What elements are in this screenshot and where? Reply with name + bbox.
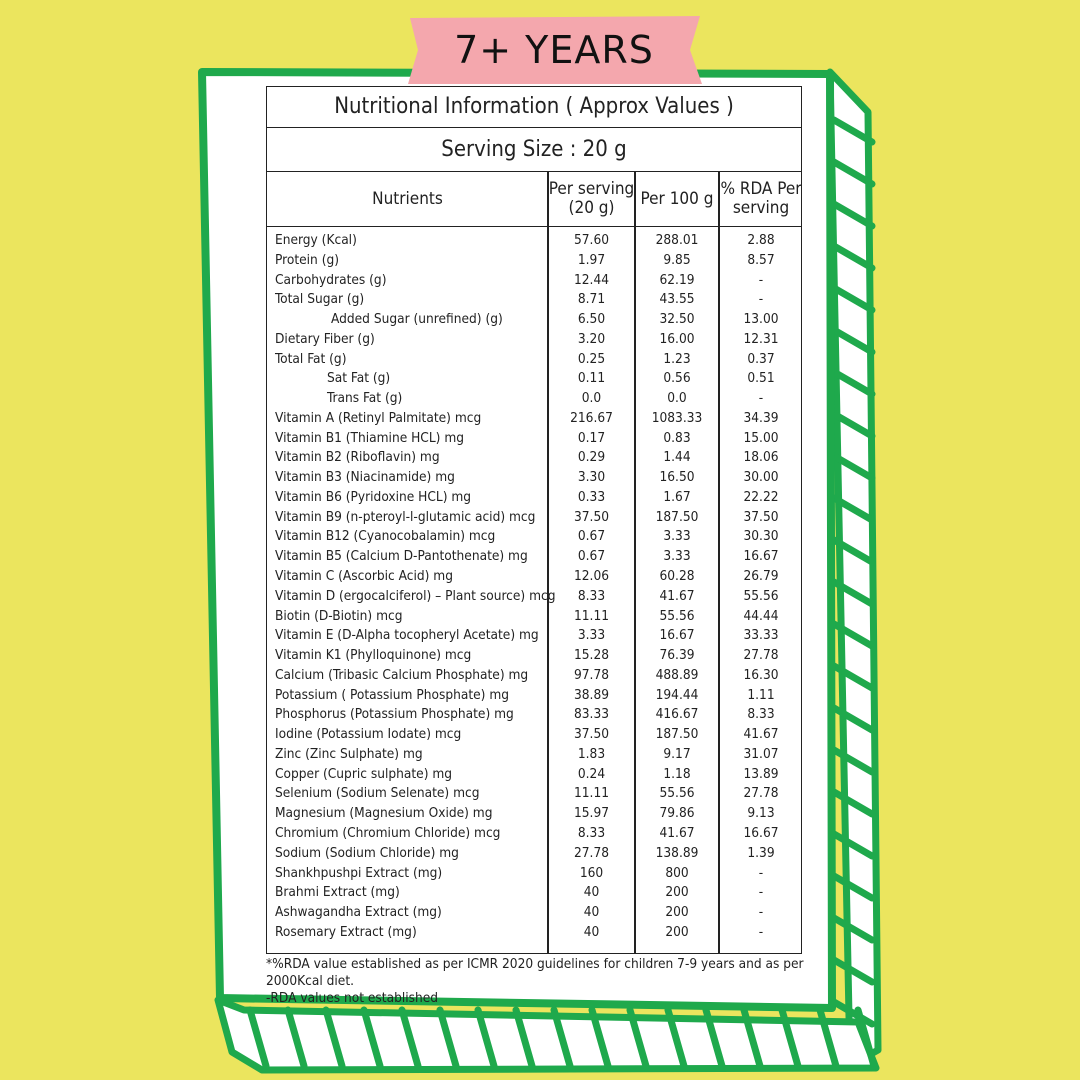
rda-value: 2.88 [747, 232, 775, 248]
per-serving-value: 27.78 [574, 844, 609, 861]
per-100g-value: 0.56 [663, 370, 691, 387]
rda-value: 1.39 [747, 844, 775, 861]
rda-value: 15.00 [743, 429, 779, 446]
per-serving-value: 0.67 [577, 528, 606, 545]
age-badge [404, 14, 704, 86]
table-row [267, 607, 801, 627]
table-title: Nutritional Information ( Approx Values ) [267, 87, 801, 128]
per-100g-value: 41.67 [659, 587, 695, 604]
per-100g-value: 200 [665, 884, 689, 901]
per-serving-value: 0.11 [577, 370, 606, 387]
nutrient-name: Shankhpushpi Extract (mg) [275, 864, 443, 881]
table-row [267, 725, 801, 745]
nutrient-name: Protein (g) [275, 251, 340, 268]
nutrient-name: Iodine (Potassium Iodate) mcg [275, 726, 462, 743]
per-100g-value: 1.23 [663, 350, 691, 367]
rda-value: 9.13 [747, 805, 775, 822]
per-serving-value: 40 [583, 904, 600, 921]
table-row [267, 784, 801, 804]
per-100g-value: 1083.33 [651, 409, 703, 426]
rda-value: - [758, 904, 764, 921]
rda-value: 27.78 [743, 647, 779, 664]
per-100g-value: 3.33 [663, 548, 691, 565]
per-100g-value: 416.67 [655, 706, 699, 723]
table-body [267, 231, 801, 943]
nutrition-table [266, 86, 802, 954]
per-100g-value: 187.50 [655, 726, 699, 743]
per-100g-value: 16.67 [659, 627, 695, 644]
nutrient-name: Phosphorus (Potassium Phosphate) mg [275, 706, 514, 723]
nutrient-name: Vitamin B5 (Calcium D-Pantothenate) mg [275, 548, 528, 565]
per-serving-value: 83.33 [574, 706, 609, 723]
table-row [267, 350, 801, 370]
table-row [267, 488, 801, 508]
per-serving-value: 1.97 [577, 251, 606, 268]
per-100g-value: 16.50 [659, 469, 695, 486]
nutrient-name: Selenium (Sodium Selenate) mcg [275, 785, 480, 802]
per-serving-value: 6.50 [577, 311, 606, 328]
rda-value: 55.56 [743, 587, 779, 604]
footnote-rda-not-established: -RDA values not established [266, 990, 439, 1006]
rda-value: 34.39 [743, 409, 779, 426]
per-100g-value: 1.67 [663, 488, 691, 505]
per-serving-value: 0.0 [581, 390, 602, 407]
per-serving-value: 38.89 [574, 686, 609, 703]
nutrient-name: Added Sugar (unrefined) (g) [331, 311, 503, 328]
table-row [267, 824, 801, 844]
per-100g-value: 488.89 [655, 666, 699, 683]
table-row [267, 666, 801, 686]
per-serving-value: 160 [579, 864, 604, 881]
rda-value: 27.78 [743, 785, 779, 802]
per-serving-value: 12.06 [574, 568, 609, 585]
per-100g-value: 9.17 [663, 745, 691, 762]
nutrient-name: Magnesium (Magnesium Oxide) mg [275, 805, 493, 822]
per-serving-value: 11.11 [574, 607, 609, 624]
rda-value: - [758, 291, 764, 308]
per-100g-value: 55.56 [659, 607, 695, 624]
rda-value: 0.37 [747, 350, 775, 367]
table-row [267, 389, 801, 409]
table-row [267, 765, 801, 785]
per-serving-value: 40 [583, 923, 600, 940]
nutrient-name: Vitamin B12 (Cyanocobalamin) mcg [275, 528, 496, 545]
header-per-serving: Per serving (20 g) [548, 179, 635, 218]
nutrient-name: Rosemary Extract (mg) [275, 923, 417, 940]
table-row [267, 844, 801, 864]
footnote-rda-basis: *%RDA value established as per ICMR 2020 guidelines for children 7-9 years and as per [266, 956, 804, 972]
per-serving-value: 3.33 [577, 627, 606, 644]
table-row [267, 369, 801, 389]
per-serving-value: 0.29 [577, 449, 606, 466]
per-serving-value: 0.17 [577, 429, 606, 446]
per-serving-value: 15.97 [574, 805, 609, 822]
nutrient-name: Total Fat (g) [275, 350, 347, 367]
table-row [267, 587, 801, 607]
per-100g-value: 0.83 [663, 429, 691, 446]
nutrient-name: Total Sugar (g) [275, 291, 365, 308]
per-100g-value: 41.67 [659, 824, 695, 841]
nutrient-name: Vitamin D (ergocalciferol) – Plant source) mcg [275, 587, 556, 604]
rda-value: 22.22 [743, 488, 779, 505]
nutrient-name: Trans Fat (g) [327, 390, 403, 407]
table-row [267, 883, 801, 903]
per-100g-value: 79.86 [659, 805, 695, 822]
table-row [267, 923, 801, 943]
per-100g-value: 32.50 [659, 311, 695, 328]
rda-value: 16.67 [743, 548, 779, 565]
nutrient-name: Copper (Cupric sulphate) mg [275, 765, 453, 782]
header-rda: % RDA Per serving [720, 179, 802, 218]
table-row [267, 646, 801, 666]
table-row [267, 429, 801, 449]
rda-value: - [758, 390, 764, 407]
table-row [267, 330, 801, 350]
per-serving-value: 8.71 [577, 291, 606, 308]
rda-value: 44.44 [743, 607, 779, 624]
per-100g-value: 0.0 [667, 390, 687, 407]
nutrient-name: Sat Fat (g) [327, 370, 391, 387]
per-serving-value: 8.33 [577, 824, 606, 841]
nutrient-name: Ashwagandha Extract (mg) [275, 904, 442, 921]
per-serving-value: 40 [583, 884, 600, 901]
rda-value: 31.07 [743, 745, 779, 762]
footnote [266, 956, 826, 1007]
table-row [267, 903, 801, 923]
per-serving-value: 3.30 [577, 469, 606, 486]
nutrient-name: Energy (Kcal) [275, 232, 357, 248]
rda-value: 18.06 [743, 449, 779, 466]
per-100g-value: 138.89 [655, 844, 699, 861]
per-serving-value: 0.24 [577, 765, 606, 782]
per-100g-value: 60.28 [659, 568, 695, 585]
per-100g-value: 16.00 [659, 330, 695, 347]
rda-value: 16.30 [743, 666, 779, 683]
rda-value: 0.51 [747, 370, 775, 387]
per-100g-value: 194.44 [655, 686, 699, 703]
rda-value: 1.11 [747, 686, 775, 703]
per-serving-value: 15.28 [574, 647, 609, 664]
per-100g-value: 200 [665, 904, 689, 921]
table-row [267, 310, 801, 330]
age-badge-label: 7+ YEARS [454, 28, 654, 72]
per-100g-value: 200 [665, 923, 689, 940]
rda-value: 30.00 [743, 469, 779, 486]
nutrient-name: Vitamin E (D-Alpha tocopheryl Acetate) mg [275, 627, 539, 644]
table-row [267, 705, 801, 725]
nutrient-name: Calcium (Tribasic Calcium Phosphate) mg [275, 666, 529, 683]
nutrient-name: Carbohydrates (g) [275, 271, 387, 288]
per-serving-value: 8.33 [577, 587, 606, 604]
per-100g-value: 1.44 [663, 449, 691, 466]
table-header [267, 172, 801, 227]
nutrient-name: Sodium (Sodium Chloride) mg [275, 844, 459, 861]
per-100g-value: 9.85 [663, 251, 691, 268]
per-serving-value: 0.33 [577, 488, 606, 505]
rda-value: 37.50 [743, 508, 779, 525]
per-serving-value: 37.50 [574, 508, 609, 525]
nutrient-name: Vitamin C (Ascorbic Acid) mg [275, 568, 453, 585]
nutrient-name: Brahmi Extract (mg) [275, 884, 400, 901]
rda-value: 12.31 [743, 330, 779, 347]
table-row [267, 271, 801, 291]
table-row [267, 527, 801, 547]
table-row [267, 686, 801, 706]
rda-value: - [758, 271, 764, 288]
nutrient-name: Vitamin A (Retinyl Palmitate) mcg [275, 409, 482, 426]
nutrient-name: Dietary Fiber (g) [275, 330, 375, 347]
header-per-100g: Per 100 g [640, 188, 714, 209]
per-serving-value: 0.67 [577, 548, 606, 565]
rda-value: 13.89 [743, 765, 779, 782]
per-100g-value: 76.39 [659, 647, 695, 664]
per-serving-value: 12.44 [574, 271, 609, 288]
table-row [267, 409, 801, 429]
nutrient-name: Vitamin B2 (Riboflavin) mg [275, 449, 440, 466]
table-row [267, 804, 801, 824]
per-serving-value: 11.11 [574, 785, 609, 802]
nutrient-name: Potassium ( Potassium Phosphate) mg [275, 686, 510, 703]
table-row [267, 626, 801, 646]
rda-value: 33.33 [743, 627, 779, 644]
table-row [267, 290, 801, 310]
table-row [267, 468, 801, 488]
per-100g-value: 1.18 [663, 765, 691, 782]
footnote-rda-basis-cont: 2000Kcal diet. [266, 973, 355, 989]
table-row [267, 448, 801, 468]
table-row [267, 745, 801, 765]
table-row [267, 864, 801, 884]
per-100g-value: 800 [665, 864, 689, 881]
nutrient-name: Vitamin K1 (Phylloquinone) mcg [275, 647, 472, 664]
per-serving-value: 37.50 [574, 726, 609, 743]
per-serving-value: 3.20 [577, 330, 606, 347]
serving-size: Serving Size : 20 g [267, 128, 801, 172]
per-100g-value: 43.55 [659, 291, 695, 308]
rda-value: 13.00 [743, 311, 779, 328]
table-row [267, 231, 801, 251]
header-nutrients: Nutrients [372, 188, 443, 209]
nutrient-name: Zinc (Zinc Sulphate) mg [275, 745, 423, 762]
per-serving-value: 1.83 [577, 745, 606, 762]
table-row [267, 251, 801, 271]
rda-value: - [758, 864, 764, 881]
nutrient-name: Chromium (Chromium Chloride) mcg [275, 824, 501, 841]
per-serving-value: 57.60 [574, 232, 609, 248]
rda-value: 16.67 [743, 824, 779, 841]
rda-value: - [758, 884, 764, 901]
rda-value: - [758, 923, 764, 940]
per-serving-value: 97.78 [574, 666, 609, 683]
table-row [267, 508, 801, 528]
nutrient-name: Vitamin B9 (n-pteroyl-l-glutamic acid) mcg [275, 508, 536, 525]
rda-value: 8.57 [747, 251, 775, 268]
per-100g-value: 3.33 [663, 528, 691, 545]
nutrient-name: Vitamin B3 (Niacinamide) mg [275, 469, 455, 486]
table-row [267, 547, 801, 567]
nutrient-name: Biotin (D-Biotin) mcg [275, 607, 403, 624]
rda-value: 41.67 [743, 726, 779, 743]
nutrient-name: Vitamin B6 (Pyridoxine HCL) mg [275, 488, 472, 505]
rda-value: 8.33 [747, 706, 775, 723]
per-100g-value: 62.19 [659, 271, 695, 288]
table-row [267, 567, 801, 587]
per-100g-value: 187.50 [655, 508, 699, 525]
per-serving-value: 216.67 [570, 409, 613, 426]
per-100g-value: 55.56 [659, 785, 695, 802]
per-100g-value: 288.01 [655, 232, 699, 248]
rda-value: 26.79 [743, 568, 779, 585]
nutrient-name: Vitamin B1 (Thiamine HCL) mg [275, 429, 464, 446]
per-serving-value: 0.25 [577, 350, 606, 367]
rda-value: 30.30 [743, 528, 779, 545]
